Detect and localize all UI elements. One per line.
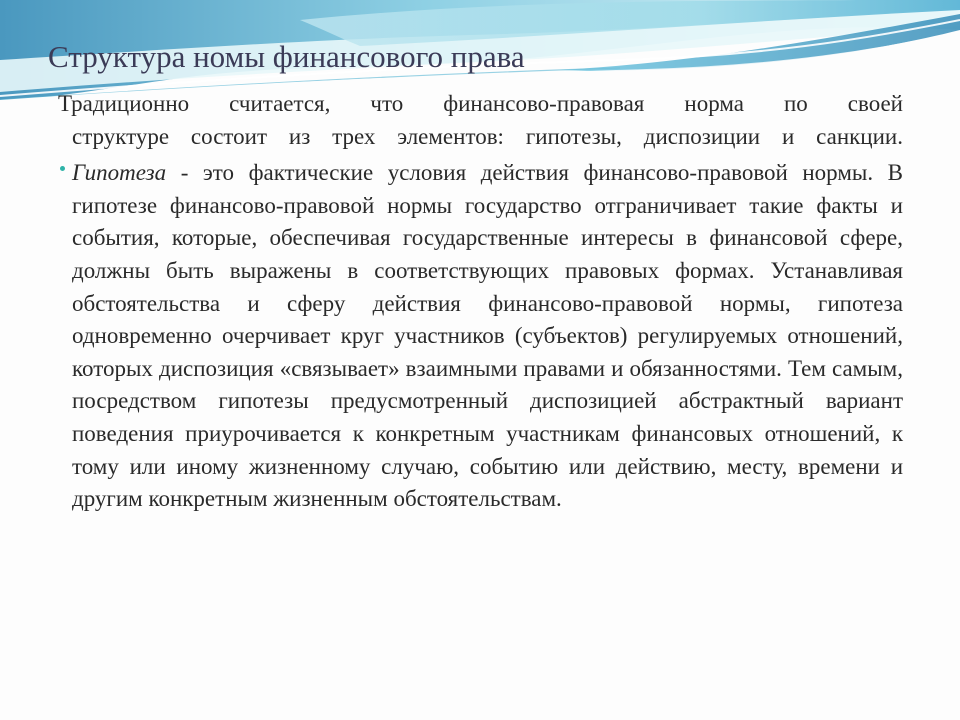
slide-title: Структура номы финансового права: [48, 39, 525, 74]
intro-paragraph: [58, 88, 903, 153]
bullet-list-item: [58, 157, 903, 516]
intro-line-1: Традиционно считается, что финансово-правовая норма по своей: [58, 91, 903, 116]
intro-line-2: структуре состоит из трех элементов: гипотезы, диспозиции и санкции.: [72, 123, 903, 149]
slide-body: [58, 88, 903, 516]
term-hypothesis: Гипотеза: [72, 160, 167, 186]
bullet-dot-icon: [60, 166, 65, 171]
bullet-text: - это фактические условия действия финансово-правовой нормы. В гипотезе финансово-правовой нормы государство отграничивает такие факты и события, которые, обеспечивая государственные интересы в финансовой сфере, должны быть выражены в соответствующих правовых формах. Устанавливая обстоятельства и сферу действия финансово-правовой нормы, гипотеза одновременно очерчивает круг участников (субъектов) регулируемых отношений, которых диспозиция «связывает» взаимными правами и обязанностями. Тем самым, посредством гипотезы предусмотренный диспозицией абстрактный вариант поведения приурочивается к конкретным участникам финансовых отношений, к тому или иному жизненному случаю, событию или действию, месту, времени и другим конкретным жизненным обстоятельствам.: [72, 160, 903, 512]
